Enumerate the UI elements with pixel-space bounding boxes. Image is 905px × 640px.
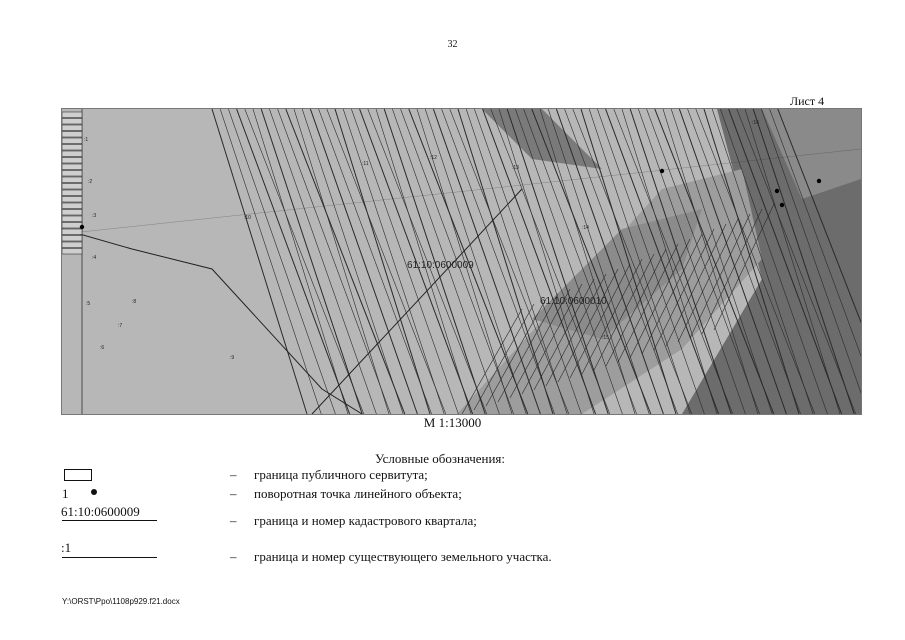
legend-dash: – [230, 486, 237, 501]
parcel-label: :10 [244, 215, 251, 221]
parcel-record-box [62, 119, 82, 125]
parcel-label: :11 [362, 161, 369, 167]
servitude-boundary-symbol [64, 469, 92, 481]
parcel-label: :15 [602, 335, 609, 341]
parcel-record-box [62, 151, 82, 157]
quarter-boundary-line [62, 520, 157, 521]
legend-desc: граница и номер кадастрового квартала; [254, 513, 477, 528]
legend-item [230, 549, 552, 565]
footer-file-path: Y:\ORST\Ppo\1108p929.f21.docx [62, 597, 180, 606]
quarter-number-symbol: 61:10:0600009 [61, 504, 140, 519]
parcel-label: :7 [118, 323, 123, 329]
parcel-label: :4 [92, 255, 97, 261]
legend-desc: поворотная точка линейного объекта; [254, 486, 462, 501]
parcel-record-box [62, 145, 82, 151]
parcel-record-box [62, 236, 82, 242]
turning-point-number: 1 [62, 486, 69, 501]
parcel-record-box [62, 223, 82, 229]
legend-dash: – [230, 513, 237, 528]
parcel-label: :2 [88, 179, 93, 185]
cadastral-map [61, 108, 862, 415]
parcel-record-box [62, 132, 82, 138]
parcel-label: :8 [132, 299, 137, 305]
parcel-record-box [62, 190, 82, 196]
legend-desc: граница публичного сервитута; [254, 467, 428, 482]
parcel-record-box [62, 197, 82, 203]
parcel-record-box [62, 184, 82, 190]
parcel-record-box [62, 112, 82, 118]
parcel-label: :14 [582, 225, 589, 231]
parcel-number-symbol: :1 [61, 540, 72, 555]
sheet-label: Лист 4 [790, 94, 825, 108]
parcel-record-box [62, 158, 82, 164]
scale-label: М 1:13000 [423, 415, 482, 430]
parcel-record-box [62, 138, 82, 144]
legend-item [230, 513, 477, 529]
parcel-record-box [62, 164, 82, 170]
parcel-record-box [62, 171, 82, 177]
legend-title: Условные обозначения: [375, 451, 506, 466]
parcel-record-box [62, 229, 82, 235]
turning-point-symbol [91, 489, 97, 495]
parcel-record-box [62, 177, 82, 183]
quarter-label: 61:10:0600010 [540, 296, 607, 307]
legend-desc: граница и номер существующего земельного участка. [254, 549, 552, 564]
legend-dash: – [230, 467, 237, 482]
legend-item [230, 467, 428, 483]
parcel-record-box [62, 249, 82, 255]
parcel-record-box [62, 210, 82, 216]
parcel-label: :1 [84, 137, 89, 143]
parcel-label: :13 [512, 165, 519, 171]
parcel-label: :6 [100, 345, 105, 351]
parcel-record-box [62, 216, 82, 222]
parcel-record-box [62, 203, 82, 209]
parcel-label: :5 [86, 301, 91, 307]
quarter-label: 61:10:0600009 [407, 260, 474, 271]
legend-dash: – [230, 549, 237, 564]
parcel-label: :9 [230, 355, 235, 361]
parcel-record-box [62, 125, 82, 131]
parcel-label: :16 [752, 120, 759, 126]
legend-item [230, 486, 462, 502]
parcel-label: :3 [92, 213, 97, 219]
page-number: 32 [447, 39, 458, 50]
parcel-label: :12 [430, 155, 437, 161]
parcel-boundary-line [62, 557, 157, 558]
parcel-record-box [62, 242, 82, 248]
map-canvas [62, 109, 861, 414]
